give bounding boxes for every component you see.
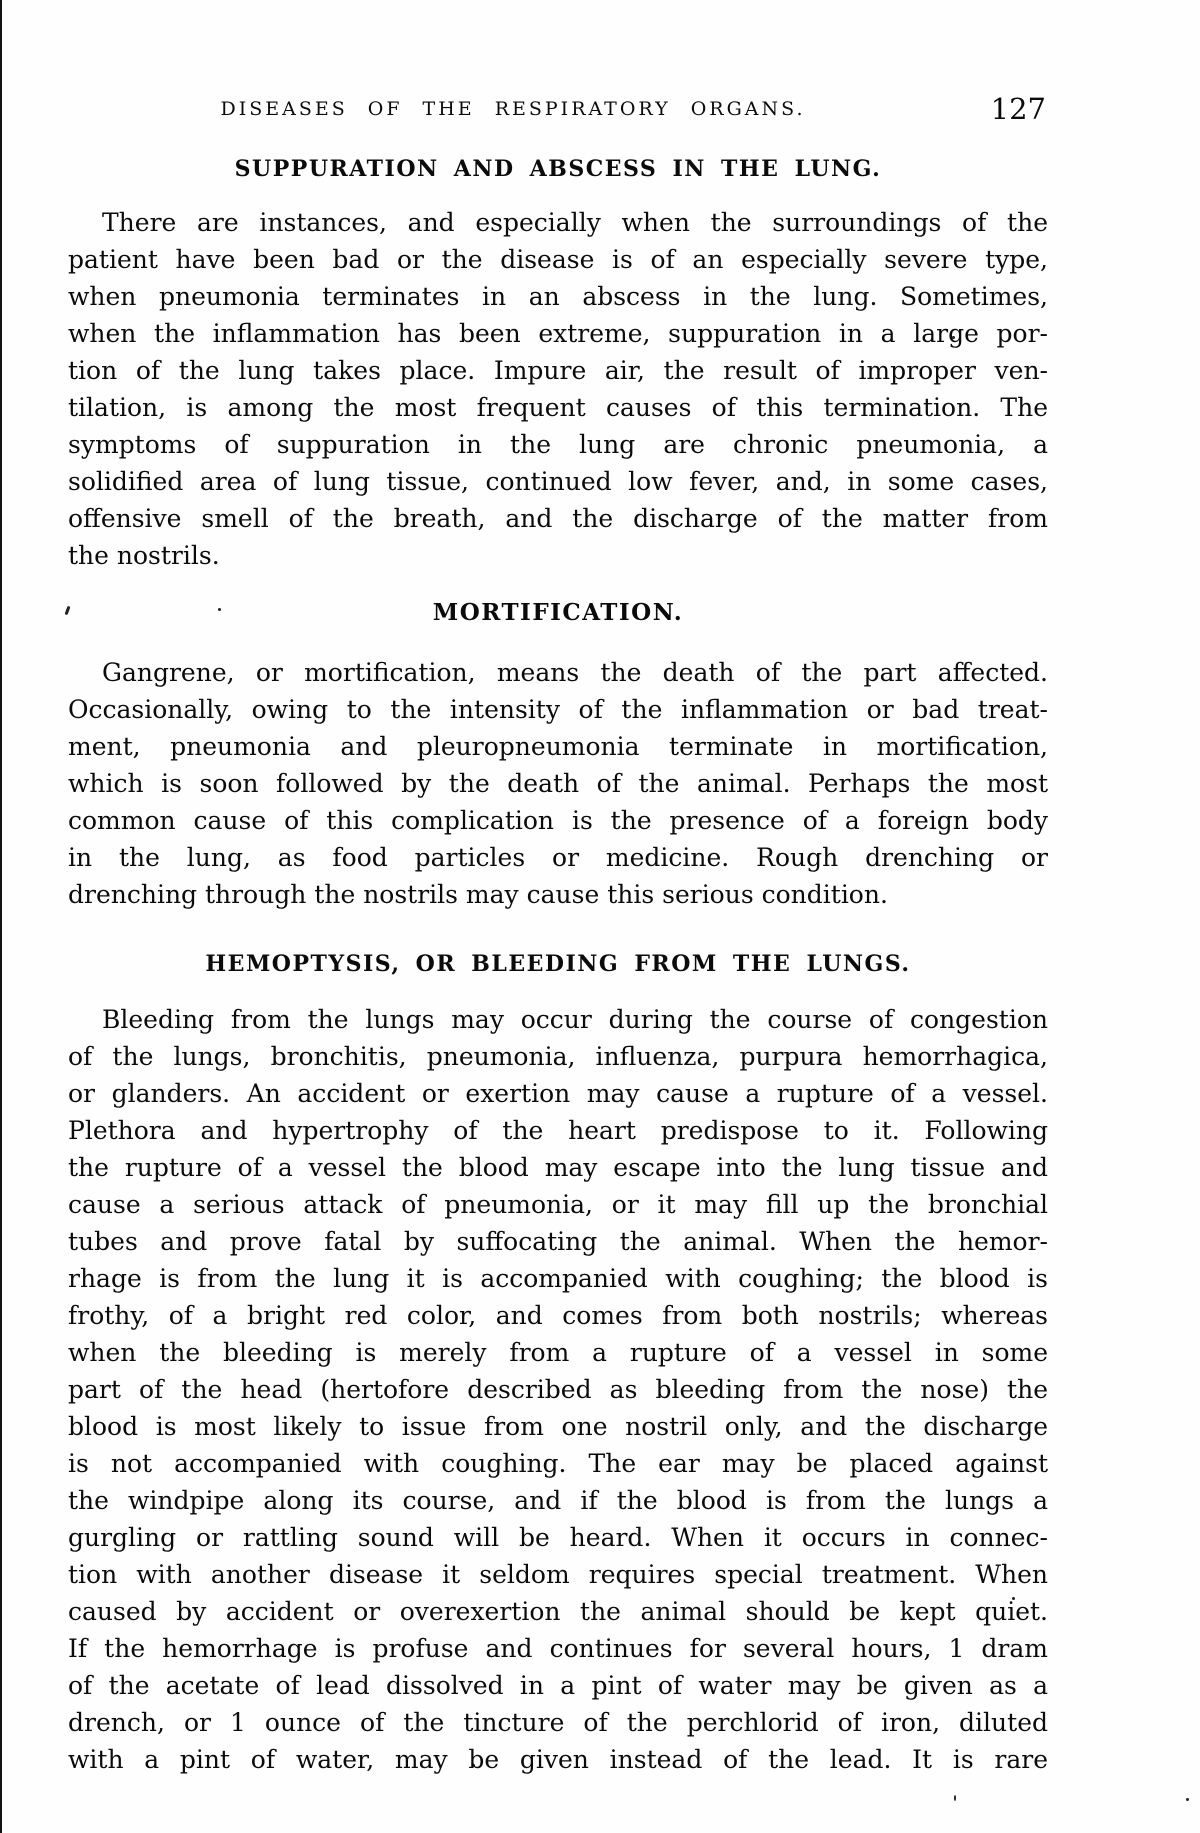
text-line: when the bleeding is merely from a rupture of a vessel in some <box>68 1338 1048 1367</box>
text-line: the windpipe along its course, and if the blood is from the lungs a <box>68 1486 1048 1515</box>
text-line: There are instances, and especially when the surroundings of the <box>102 208 1048 237</box>
text-line: ment, pneumonia and pleuropneumonia terminate in mortification, <box>68 732 1048 761</box>
text-line: the nostrils. <box>68 541 220 570</box>
section-heading-suppuration: SUPPURATION AND ABSCESS IN THE LUNG. <box>234 156 882 182</box>
text-line: Bleeding from the lungs may occur during the course of congestion <box>102 1005 1048 1034</box>
text-line: when the inflammation has been extreme, suppuration in a large por- <box>68 319 1048 348</box>
text-line: tion of the lung takes place. Impure air, the result of improper ven- <box>68 356 1048 385</box>
text-line: of the acetate of lead dissolved in a pint of water may be given as a <box>68 1671 1048 1700</box>
text-line: in the lung, as food particles or medicine. Rough drenching or <box>68 843 1048 872</box>
text-line: drenching through the nostrils may cause this serious condition. <box>68 880 888 909</box>
section-heading-hemoptysis: HEMOPTYSIS, OR BLEEDING FROM THE LUNGS. <box>205 951 911 977</box>
text-line: offensive smell of the breath, and the discharge of the matter from <box>68 504 1048 533</box>
text-line: or glanders. An accident or exertion may cause a rupture of a vessel. <box>68 1079 1048 1108</box>
scan-edge-artifact <box>0 0 2 1833</box>
text-line: part of the head (hertofore described as bleeding from the nose) the <box>68 1375 1048 1404</box>
paragraph-mortification <box>68 654 1048 913</box>
paragraph-suppuration <box>68 204 1048 574</box>
text-line: blood is most likely to issue from one nostril only, and the discharge <box>68 1412 1048 1441</box>
running-head <box>68 92 1048 132</box>
text-line: rhage is from the lung it is accompanied with coughing; the blood is <box>68 1264 1048 1293</box>
page-number: 127 <box>990 92 1046 126</box>
text-line: when pneumonia terminates in an abscess in the lung. Sometimes, <box>68 282 1048 311</box>
text-line: which is soon followed by the death of the animal. Perhaps the most <box>68 769 1048 798</box>
text-line: tubes and prove fatal by suffocating the animal. When the hemor- <box>68 1227 1048 1256</box>
text-line: If the hemorrhage is profuse and continues for several hours, 1 dram <box>68 1634 1048 1663</box>
text-line: with a pint of water, may be given instead of the lead. It is rare <box>68 1745 1048 1774</box>
text-line: is not accompanied with coughing. The ear may be placed against <box>68 1449 1048 1478</box>
text-line: Gangrene, or mortification, means the death of the part affected. <box>102 658 1048 687</box>
scan-speck <box>954 1795 956 1801</box>
text-line: cause a serious attack of pneumonia, or it may fill up the bronchial <box>68 1190 1048 1219</box>
text-line: tilation, is among the most frequent causes of this termination. The <box>68 393 1048 422</box>
text-line: of the lungs, bronchitis, pneumonia, influenza, purpura hemorrhagica, <box>68 1042 1048 1071</box>
text-line: common cause of this complication is the presence of a foreign body <box>68 806 1048 835</box>
text-line: the rupture of a vessel the blood may escape into the lung tissue and <box>68 1153 1048 1182</box>
text-line: drench, or 1 ounce of the tincture of the perchlorid of iron, diluted <box>68 1708 1048 1737</box>
text-line: symptoms of suppuration in the lung are chronic pneumonia, a <box>68 430 1048 459</box>
text-line: solidified area of lung tissue, continued low fever, and, in some cases, <box>68 467 1048 496</box>
paragraph-hemoptysis <box>68 1001 1048 1778</box>
section-heading-mortification: MORTIFICATION. <box>432 599 684 626</box>
text-line: Occasionally, owing to the intensity of the inflammation or bad treat- <box>68 695 1048 724</box>
text-line: caused by accident or overexertion the animal should be kept quiet. <box>68 1597 1048 1626</box>
text-line: patient have been bad or the disease is of an especially severe type, <box>68 245 1048 274</box>
running-header-title: DISEASES OF THE RESPIRATORY ORGANS. <box>220 98 806 120</box>
text-line: gurgling or rattling sound will be heard. When it occurs in connec- <box>68 1523 1048 1552</box>
text-line: tion with another disease it seldom requires special treatment. When <box>68 1560 1048 1589</box>
text-line: frothy, of a bright red color, and comes from both nostrils; whereas <box>68 1301 1048 1330</box>
text-line: Plethora and hypertrophy of the heart predispose to it. Following <box>68 1116 1048 1145</box>
scan-speck <box>1186 1798 1189 1801</box>
text-column <box>68 0 1048 1778</box>
